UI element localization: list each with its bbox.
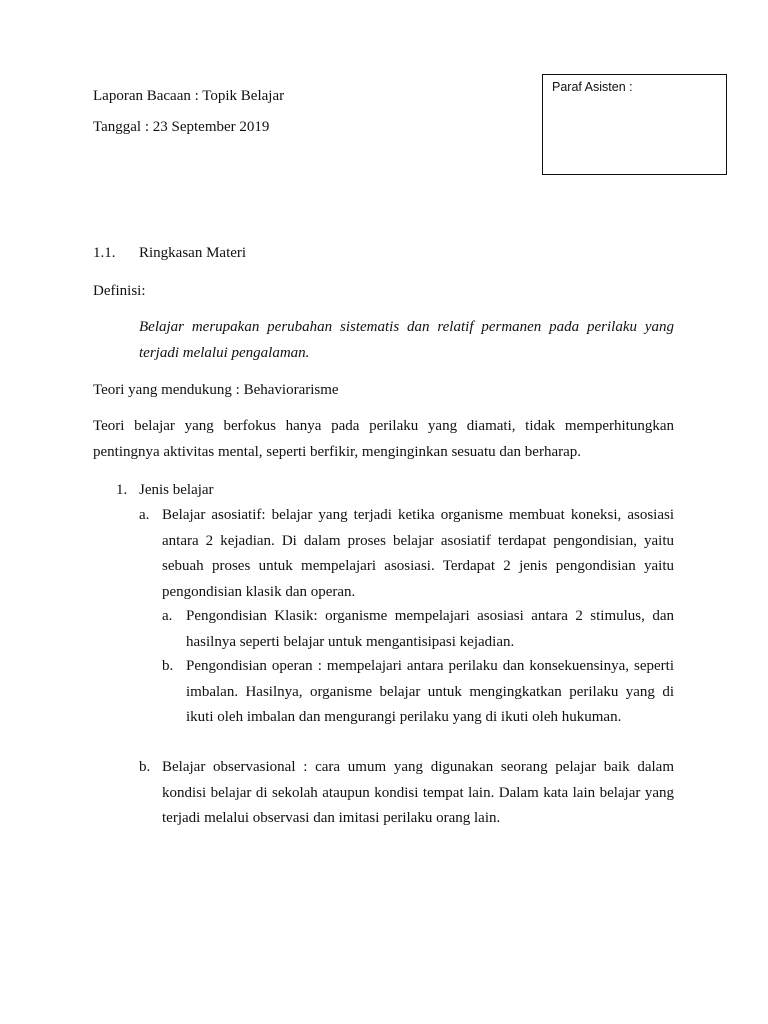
list-item-text: Belajar asosiatif: belajar yang terjadi ketika organisme membuat koneksi, asosiasi antara 2 kejadian. Di dalam proses belajar asosiatif terdapat pengondisian, yaitu sebuah proses untuk mempelajari asosiasi. Terdapat 2 jenis pengondisian yaitu pengondisian klasik dan operan. [162,507,674,600]
sub-item-text: Pengondisian Klasik: organisme mempelajari asosiasi antara 2 stimulus, dan hasilnya seperti belajar untuk mengantisipasi kejadian. [186,608,674,650]
section-title: Ringkasan Materi [139,245,247,261]
signature-box [542,74,727,175]
list-item-marker: b. [139,759,151,775]
list-number: 1. [116,482,128,498]
section-number: 1.1. [93,245,116,261]
definition-text: Belajar merupakan perubahan sistematis dan relatif permanen pada perilaku yang terjadi melalui pengalaman. [139,319,674,361]
sub-item-marker: a. [162,608,173,624]
report-date: Tanggal : 23 September 2019 [93,119,270,135]
sub-item-text: Pengondisian operan : mempelajari antara perilaku dan konsekuensinya, seperti imbalan. Hasilnya, organisme belajar untuk mengingkatkan perilaku yang di ikuti oleh imbalan dan mengurangi perilaku yang di ikuti oleh hukuman. [186,658,674,725]
list-item-text: Belajar observasional : cara umum yang digunakan seorang pelajar baik dalam kondisi belajar di sekolah ataupun kondisi tempat lain. Dalam kata lain belajar yang terjadi melalui observasi dan imitasi perilaku orang lain. [162,759,674,826]
theory-text: Teori belajar yang berfokus hanya pada perilaku yang diamati, tidak memperhitungkan pentingnya aktivitas mental, seperti berfikir, menginginkan sesuatu dan berharap. [93,418,674,460]
signature-label: Paraf Asisten : [552,80,633,94]
list-title: Jenis belajar [139,482,214,498]
list-item-marker: a. [139,507,150,523]
report-title: Laporan Bacaan : Topik Belajar [93,88,285,104]
definition-label: Definisi: [93,283,146,299]
sub-item-marker: b. [162,658,174,674]
theory-label: Teori yang mendukung : Behaviorarisme [93,382,339,398]
